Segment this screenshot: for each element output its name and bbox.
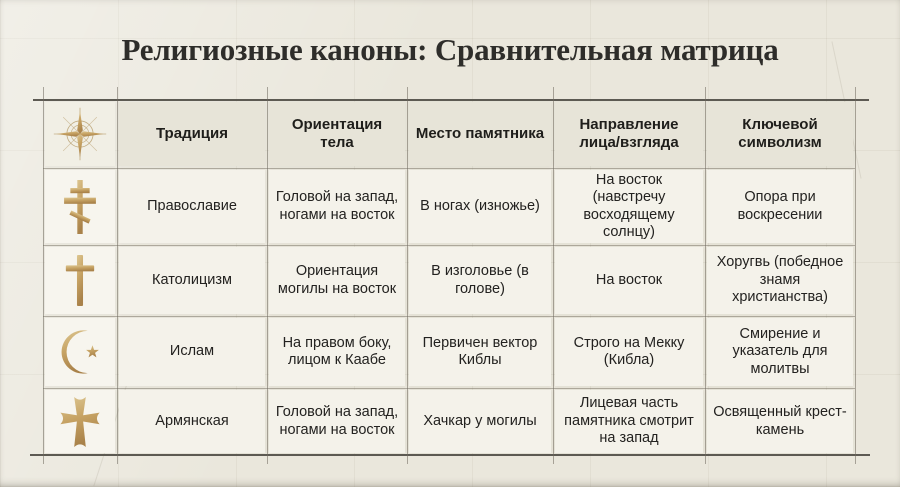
orthodox-cross-icon: [62, 180, 98, 234]
comparison-table: [43, 100, 855, 455]
cell-body-orientation: Головой на запад, ногами на восток: [269, 390, 405, 453]
cell-tradition: Православие: [119, 170, 265, 243]
row-icon-cell: [45, 247, 115, 314]
row-icon-cell: [45, 390, 115, 453]
cell-tradition: Католицизм: [119, 247, 265, 314]
cell-body-orientation: Головой на запад, ногами на восток: [269, 170, 405, 243]
cell-face-direction: Лицевая часть памятника смотрит на запад: [555, 390, 703, 453]
column-header-monument-place: Место памятника: [409, 102, 551, 166]
cell-key-symbolism: Смирение и указатель для молитвы: [707, 318, 853, 386]
corner-cell: [45, 102, 115, 166]
column-header-face-direction: Направление лица/взгляда: [555, 102, 703, 166]
row-icon-cell: [45, 318, 115, 386]
cell-face-direction: На восток: [555, 247, 703, 314]
cell-tradition: Ислам: [119, 318, 265, 386]
cell-monument-place: В ногах (изножье): [409, 170, 551, 243]
cell-body-orientation: Ориентация могилы на восток: [269, 247, 405, 314]
grid-line-col6: [855, 87, 856, 464]
cell-monument-place: Первичен вектор Киблы: [409, 318, 551, 386]
crescent-star-icon: [56, 328, 104, 376]
column-header-key-symbolism: Ключевой символизм: [707, 102, 853, 166]
cell-face-direction: Строго на Мекку (Кибла): [555, 318, 703, 386]
cell-key-symbolism: Хоругвь (победное знамя христианства): [707, 247, 853, 314]
row-icon-cell: [45, 170, 115, 243]
cell-key-symbolism: Освященный крест-камень: [707, 390, 853, 453]
column-header-tradition: Традиция: [119, 102, 265, 166]
page-title: Религиозные каноны: Сравнительная матрица: [121, 32, 779, 67]
cell-body-orientation: На правом боку, лицом к Каабе: [269, 318, 405, 386]
cell-tradition: Армянская: [119, 390, 265, 453]
cell-key-symbolism: Опора при воскресении: [707, 170, 853, 243]
cell-monument-place: Хачкар у могилы: [409, 390, 551, 453]
cell-monument-place: В изголовье (в голове): [409, 247, 551, 314]
compass-rose-icon: [51, 105, 109, 163]
armenian-cross-icon: [60, 397, 100, 447]
column-header-body-orientation: Ориентация тела: [269, 102, 405, 166]
cell-face-direction: На восток (навстречу восходящему солнцу): [555, 170, 703, 243]
latin-cross-icon: [63, 255, 97, 306]
